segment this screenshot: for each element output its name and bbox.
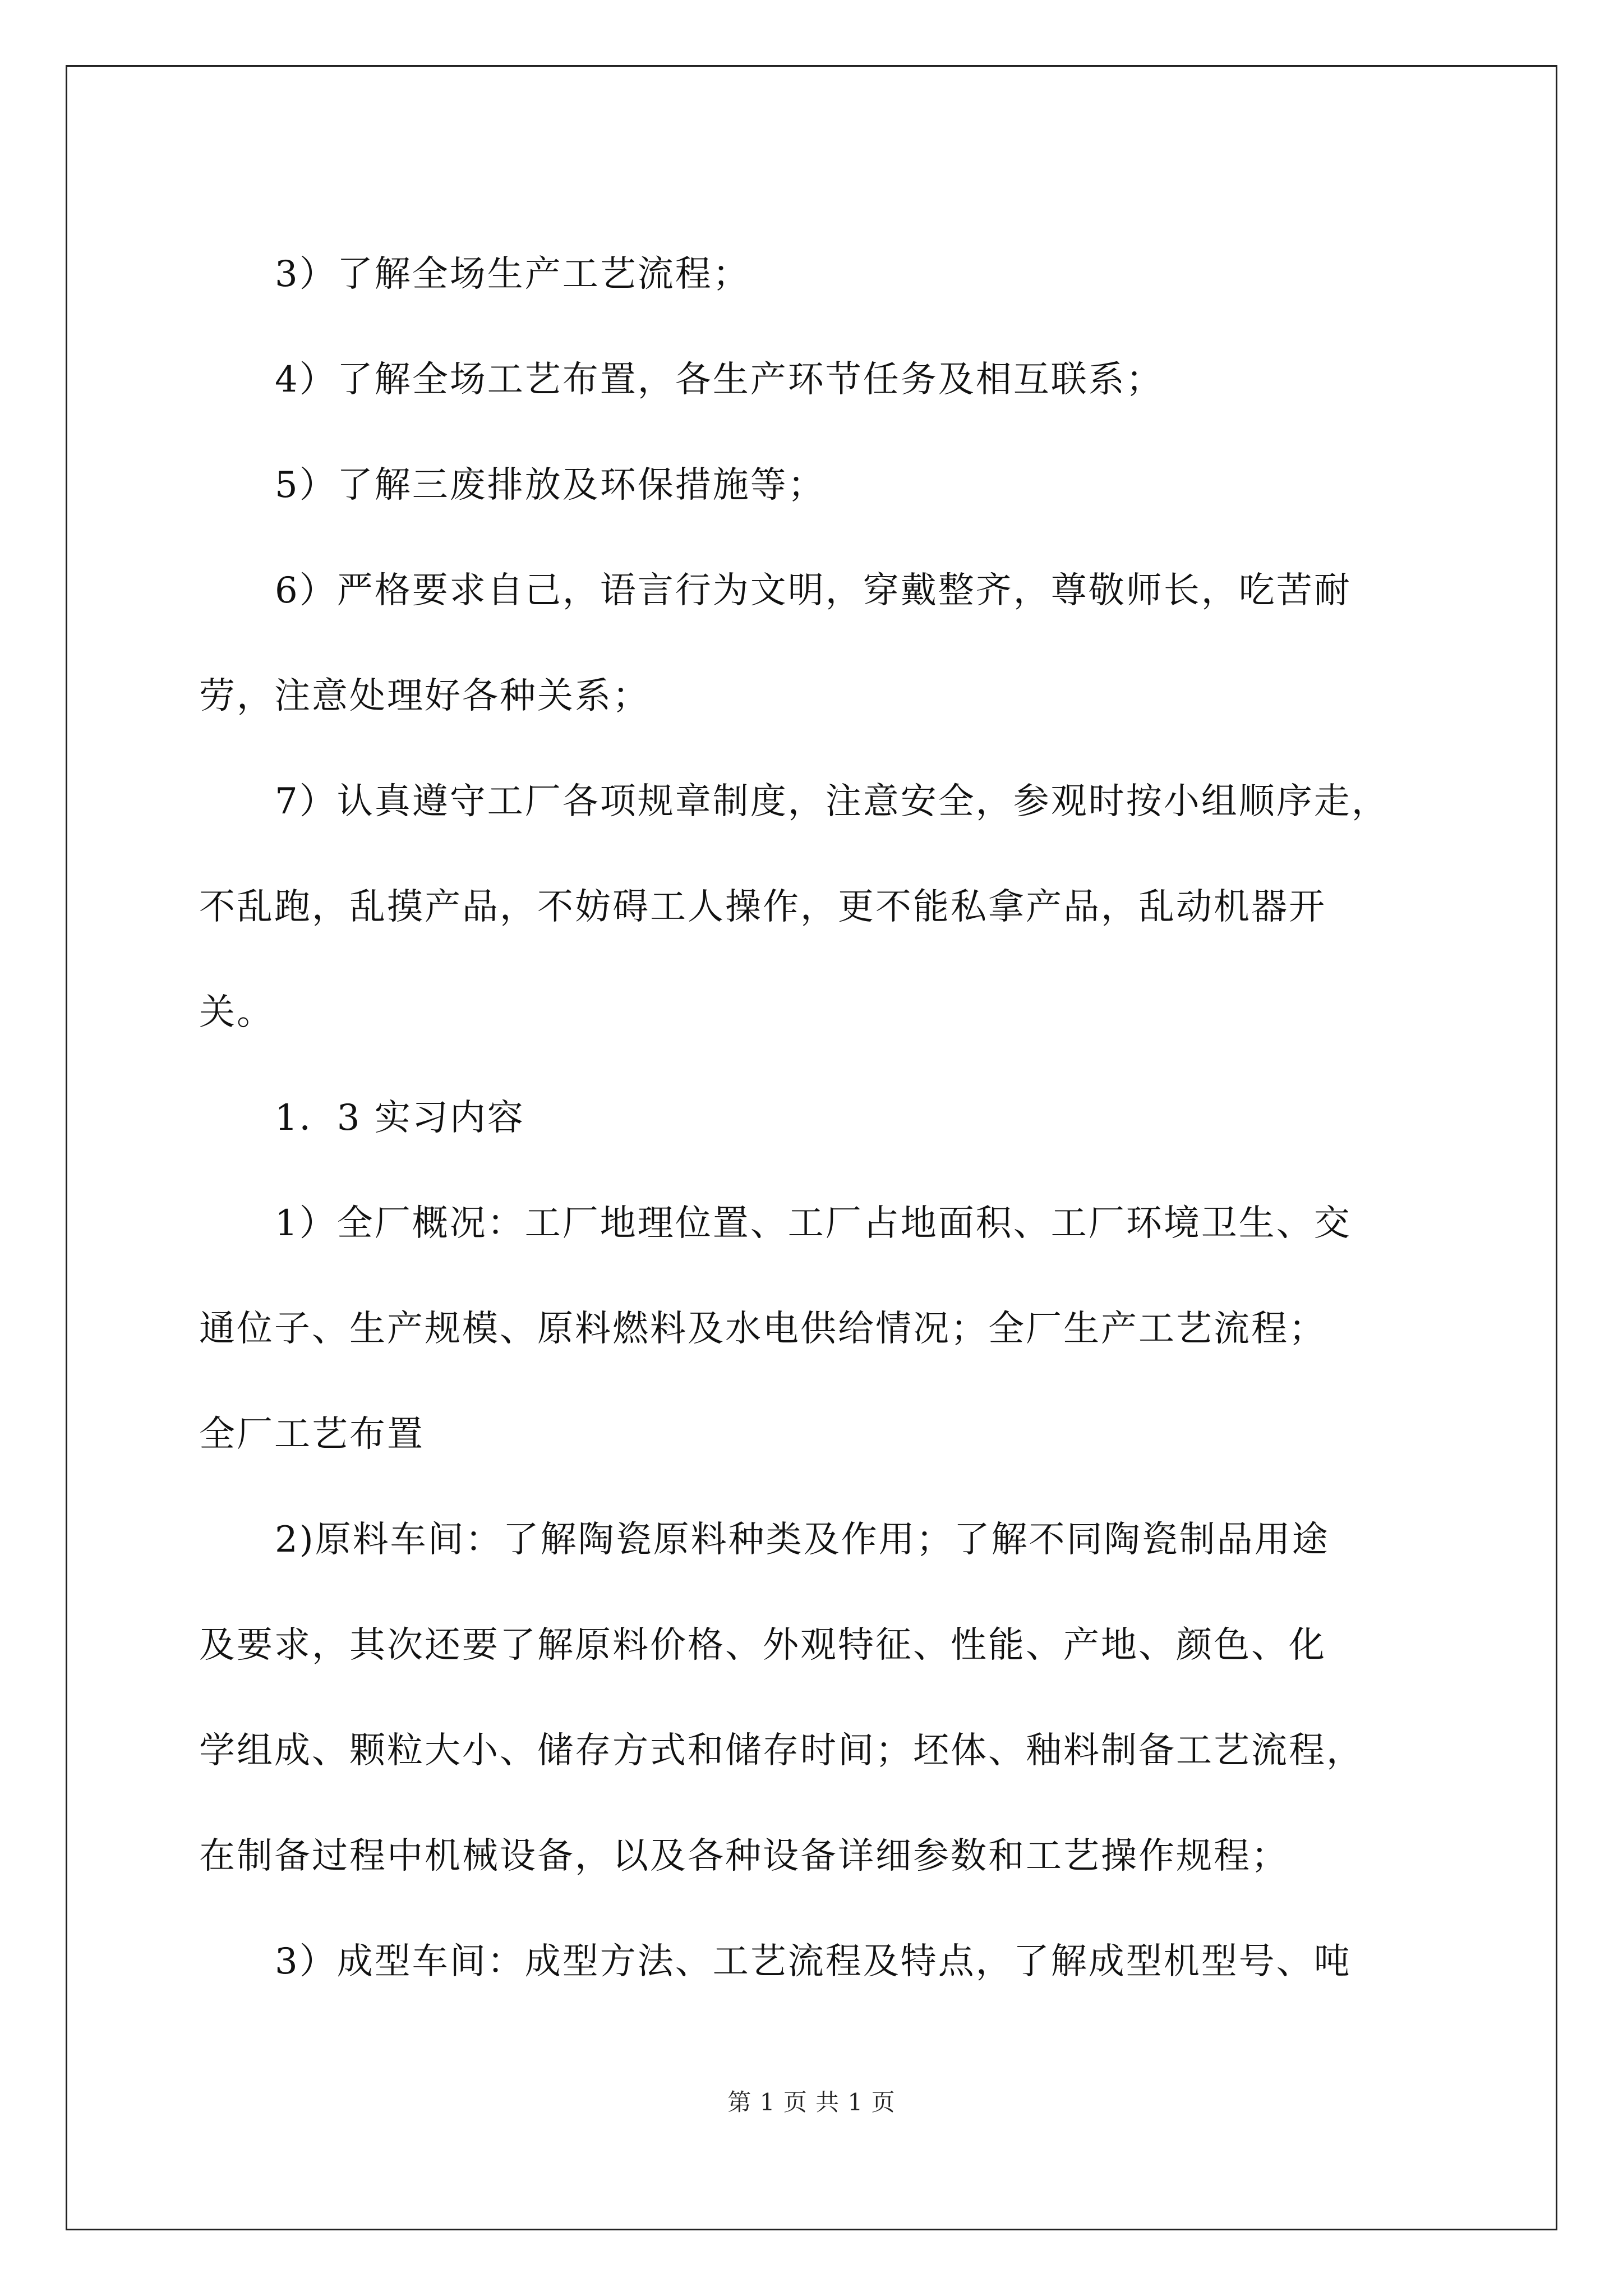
- text-line: 及要求，其次还要了解原料价格、外观特征、性能、产地、颜色、化: [199, 1625, 1326, 1666]
- text-line: 6）严格要求自己，语言行为文明，穿戴整齐，尊敬师长，吃苦耐: [275, 570, 1352, 611]
- text-line: 5）了解三废排放及环保措施等；: [275, 464, 826, 506]
- text-line: 通位子、生产规模、原料燃料及水电供给情况；全厂生产工艺流程；: [199, 1308, 1326, 1350]
- text-line: 学组成、颗粒大小、储存方式和储存时间；坯体、釉料制备工艺流程，: [199, 1730, 1364, 1772]
- text-line: 1）全厂概况：工厂地理位置、工厂占地面积、工厂环境卫生、交: [275, 1203, 1352, 1244]
- text-line: 关。: [199, 992, 274, 1033]
- document-body: [199, 222, 1461, 2014]
- text-line: 7）认真遵守工厂各项规章制度，注意安全，参观时按小组顺序走，: [275, 781, 1389, 822]
- text-line: 3）成型车间：成型方法、工艺流程及特点，了解成型机型号、吨: [275, 1941, 1352, 1982]
- text-line: 4）了解全场工艺布置，各生产环节任务及相互联系；: [275, 359, 1164, 401]
- text-line: 不乱跑，乱摸产品，不妨碍工人操作，更不能私拿产品，乱动机器开: [199, 886, 1326, 928]
- text-line: 2)原料车间：了解陶瓷原料种类及作用；了解不同陶瓷制品用途: [275, 1519, 1330, 1561]
- text-line: 劳，注意处理好各种关系；: [199, 675, 650, 717]
- text-line: 全厂工艺布置: [199, 1414, 425, 1455]
- page-number-footer: 第 1 页 共 1 页: [727, 2088, 896, 2116]
- text-line: 3）了解全场生产工艺流程；: [275, 254, 750, 295]
- text-line: 在制备过程中机械设备，以及各种设备详细参数和工艺操作规程；: [199, 1835, 1289, 1877]
- section-heading: 1．3 实习内容: [275, 1097, 525, 1139]
